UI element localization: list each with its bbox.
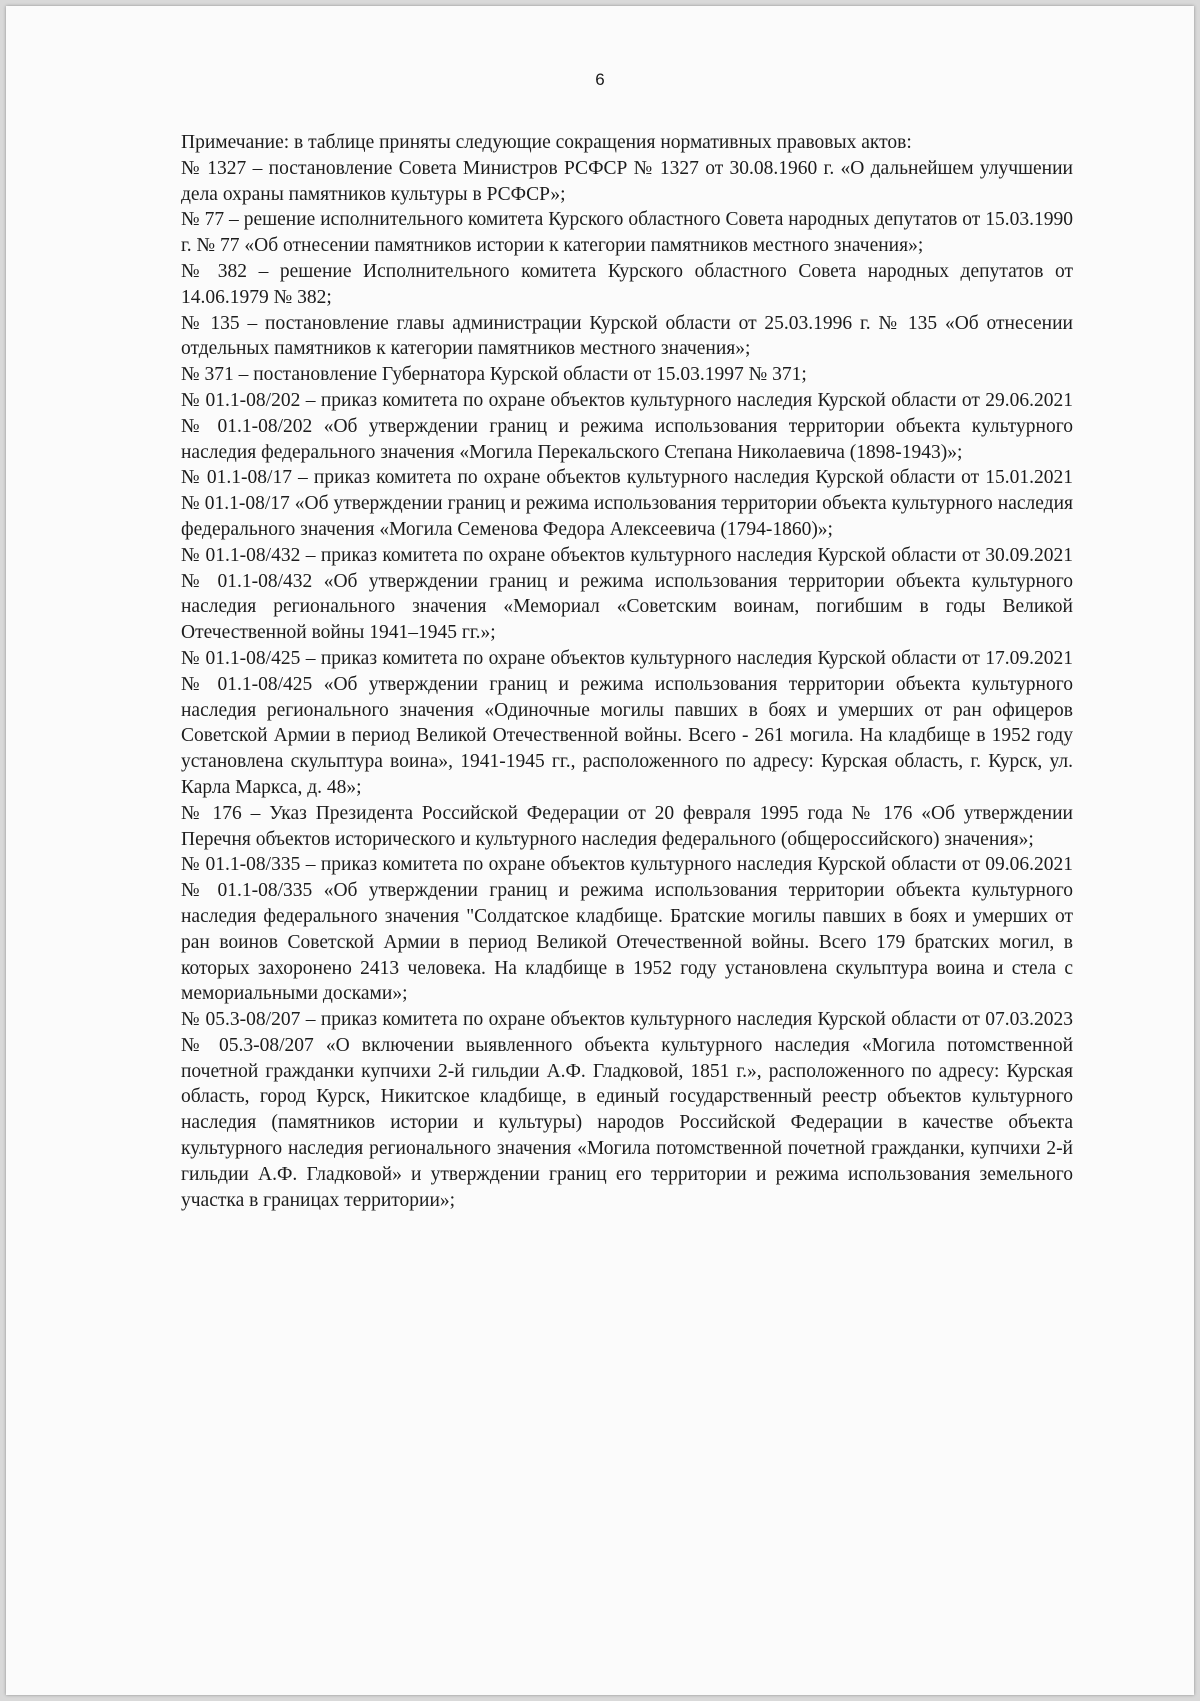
note-entry: № 01.1-08/335 – приказ комитета по охране объектов культурного наследия Курской области от 09.06.2021 № 01.1-08/335 «Об утверждении границ и режима использования территории объекта культурного наследия федерального значения "Солдатское кладбище. Братские могилы павших в боях и умерших от ран воинов Советской Армии в период Великой Отечественной войны. Всего 179 братских могил, в которых захоронено 2413 человека. На кладбище в 1952 году установлена скульптура воина и стела с мемориальными досками»; xyxy=(181,854,1073,1005)
note-entry: № 382 – решение Исполнительного комитета Курского областного Совета народных депутатов от 14.06.1979 № 382; xyxy=(181,260,1073,308)
notes-body xyxy=(181,130,1073,1213)
note-entry: № 05.3-08/207 – приказ комитета по охране объектов культурного наследия Курской области от 07.03.2023 № 05.3-08/207 «О включении выявленного объекта культурного наследия «Могила потомственной почетной гражданки купчихи 2-й гильдии А.Ф. Гладковой, 1851 г.», расположенного по адресу: Курская область, город Курск, Никитское кладбище, в единый государственный реестр объектов культурного наследия (памятников истории и культуры) народов Российской Федерации в качестве объекта культурного наследия регионального значения «Могила потомственной почетной гражданки, купчихи 2-й гильдии А.Ф. Гладковой» и утверждении границ его территории и режима использования земельного участка в границах территории»; xyxy=(181,1009,1073,1211)
note-entry: № 77 – решение исполнительного комитета Курского областного Совета народных депутатов от 15.03.1990 г. № 77 «Об отнесении памятников истории к категории памятников местного значения»; xyxy=(181,209,1073,257)
document-page xyxy=(6,6,1194,1695)
note-entry: № 371 – постановление Губернатора Курской области от 15.03.1997 № 371; xyxy=(181,364,807,386)
note-entry: № 01.1-08/17 – приказ комитета по охране объектов культурного наследия Курской области от 15.01.2021 № 01.1-08/17 «Об утверждении границ и режима использования территории объекта культурного наследия федерального значения «Могила Семенова Федора Алексеевича (1794-1860)»; xyxy=(181,467,1073,540)
notes-intro: Примечание: в таблице приняты следующие сокращения нормативных правовых актов: xyxy=(181,132,912,153)
note-entry: № 01.1-08/425 – приказ комитета по охране объектов культурного наследия Курской области от 17.09.2021 № 01.1-08/425 «Об утверждении границ и режима использования территории объекта культурного наследия регионального значения «Одиночные могилы павших в боях и умерших от ран офицеров Советской Армии в период Великой Отечественной войны. Всего - 261 могила. На кладбище в 1952 году установлена скульптура воина», 1941-1945 гг., расположенного по адресу: Курская область, г. Курск, ул. Карла Маркса, д. 48»; xyxy=(181,647,1073,798)
note-entry: № 176 – Указ Президента Российской Федерации от 20 февраля 1995 года № 176 «Об утверждении Перечня объектов исторического и культурного наследия федерального (общероссийского) значения»; xyxy=(181,802,1073,850)
note-entry: № 135 – постановление главы администрации Курской области от 25.03.1996 г. № 135 «Об отнесении отдельных памятников к категории памятников местного значения»; xyxy=(181,312,1073,360)
note-entry: № 01.1-08/432 – приказ комитета по охране объектов культурного наследия Курской области от 30.09.2021 № 01.1-08/432 «Об утверждении границ и режима использования территории объекта культурного наследия регионального значения «Мемориал «Советским воинам, погибшим в годы Великой Отечественной войны 1941–1945 гг.»; xyxy=(181,544,1073,644)
note-entry: № 1327 – постановление Совета Министров РСФСР № 1327 от 30.08.1960 г. «О дальнейшем улучшении дела охраны памятников культуры в РСФСР»; xyxy=(181,157,1073,205)
page-number: 6 xyxy=(595,70,605,89)
note-entry: № 01.1-08/202 – приказ комитета по охране объектов культурного наследия Курской области от 29.06.2021 № 01.1-08/202 «Об утверждении границ и режима использования территории объекта культурного наследия федерального значения «Могила Перекальского Степана Николаевича (1898-1943)»; xyxy=(181,389,1073,463)
